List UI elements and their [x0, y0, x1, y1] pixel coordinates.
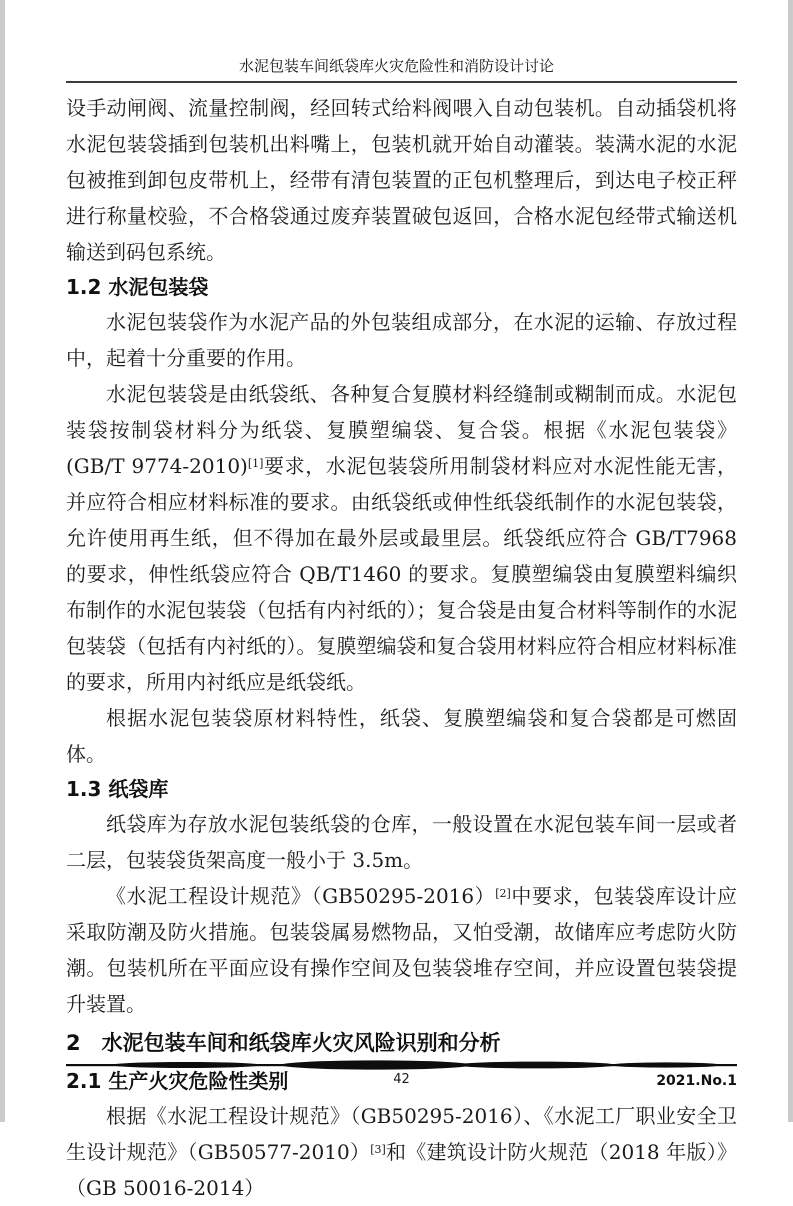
footnote-ref-3: [3] [370, 1143, 386, 1156]
footer-rule [66, 1060, 737, 1072]
section-heading-2: 2 水泥包装车间和纸袋库火灾风险识别和分析 [66, 1031, 501, 1055]
journal-issue: 2021.No.1 [656, 1073, 737, 1089]
page-header [0, 0, 793, 83]
footer-row [66, 1072, 737, 1092]
paragraph-text: 中要求，包装袋库设计应采取防潮及防火措施。包装袋属易燃物品，又怕受潮，故储库应考虑防火防潮。包装机所在平面应设有操作空间及包装袋堆存空间，并应设置包装袋提升装置。 [66, 884, 738, 1016]
section-heading-1-2: 1.2 水泥包装袋 [66, 275, 209, 299]
paragraph-continued: 设手动闸阀、流量控制阀，经回转式给料阀喂入自动包装机。自动插袋机将水泥包装袋插到包装机出料嘴上，包装机就开始自动灌装。装满水泥的水泥包被推到卸包皮带机上，经带有清包装置的正包机整理后，到达电子校正秤进行称量校验，不合格袋通过废弃装置破包返回，合格水泥包经带式输送机输送到码包系统。 [66, 96, 737, 264]
paragraph: 纸袋库为存放水泥包装纸袋的仓库，一般设置在水泥包装车间一层或者二层，包装袋货架高度一般小于 3.5m。 [66, 812, 737, 872]
paragraph-text: 根据《水泥工程设计规范》（GB50295-2016）、《水泥工厂职业安全卫生设计规范》（GB50577-2010） [66, 1104, 737, 1164]
paragraph-text: 要求，水泥包装袋所用制袋材料应对水泥性能无害，并应符合相应材料标准的要求。由纸袋纸或伸性纸袋纸制作的水泥包装袋，允许使用再生纸，但不得加在最外层或最里层。纸袋纸应符合 GB/T7968 的要求，伸性纸袋应符合 QB/T1460 的要求。复膜塑编袋由复膜塑料编织布制作的水泥包装袋（包括有内衬纸的）；复合袋是由复合材料等制作的水泥包装袋（包括有内衬纸的）。复膜塑编袋和复合袋用材料应符合相应材料标准的要求，所用内衬纸应是纸袋纸。 [66, 454, 737, 694]
footnote-ref-2: [2] [495, 887, 511, 900]
running-head-title: 水泥包装车间纸袋库火灾危险性和消防设计讨论 [238, 57, 554, 75]
page-footer [0, 1032, 793, 1122]
section-heading-2-1: 2.1 生产火灾危险性类别 [66, 1069, 289, 1093]
footnote-ref-1: [1] [247, 457, 264, 470]
paragraph: 根据水泥包装袋原材料特性，纸袋、复膜塑编袋和复合袋都是可燃固体。 [66, 706, 737, 766]
paragraph-text: 《水泥工程设计规范》（GB50295-2016） [106, 884, 496, 908]
section-heading-1-3: 1.3 纸袋库 [66, 777, 169, 801]
page-right-edge-shadow [788, 0, 793, 1122]
paragraph-text: 水泥包装袋是由纸袋纸、各种复合复膜材料经缝制或糊制而成。水泥包装袋按制袋材料分为纸袋、复膜塑编袋、复合袋。根据《水泥包装袋》(GB/T 9774-2010) [66, 382, 737, 478]
paragraph: 水泥包装袋作为水泥产品的外包装组成部分，在水泥的运输、存放过程中，起着十分重要的作用。 [66, 310, 737, 370]
page-number: 42 [393, 1072, 410, 1087]
paragraph-text: 和《建筑设计防火规范（2018 年版）》（GB 50016-2014） [66, 1140, 737, 1200]
paragraph [66, 376, 737, 700]
page-left-edge-shadow [0, 0, 5, 1122]
paragraph [66, 878, 737, 1022]
